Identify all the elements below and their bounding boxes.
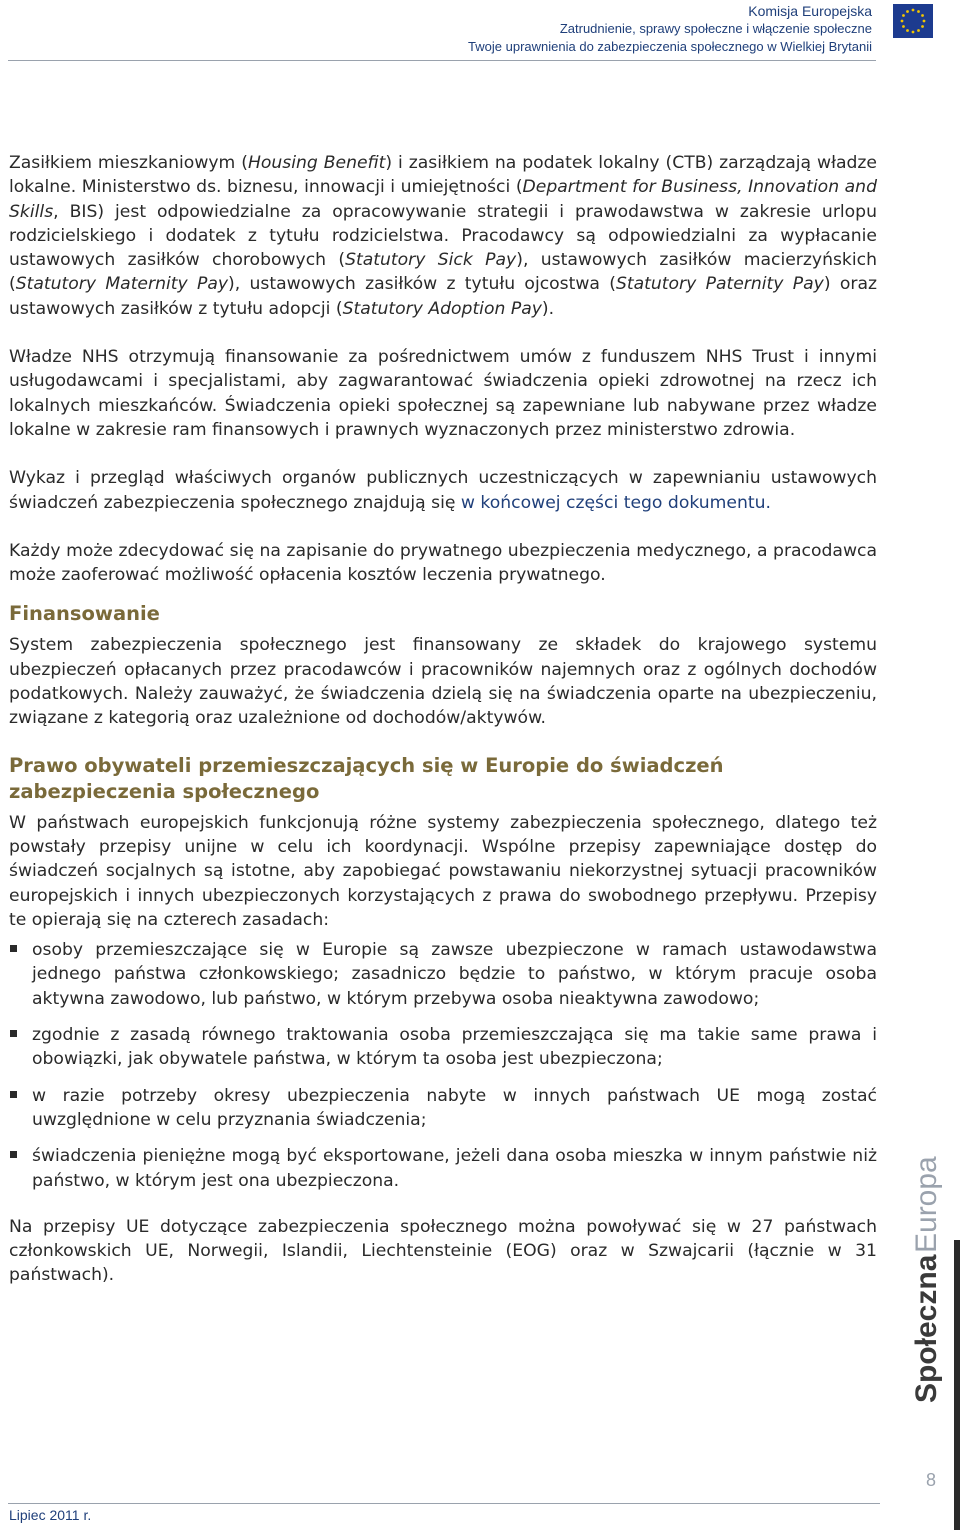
flag-star <box>923 20 926 23</box>
flag-star <box>912 31 915 34</box>
page-number: 8 <box>925 1470 936 1490</box>
header-document-title: Twoje uprawnienia do zabezpieczenia społecznego w Wielkiej Brytanii <box>468 39 872 54</box>
page-header <box>468 2 872 56</box>
bullet-icon <box>10 1091 17 1098</box>
header-organization: Komisja Europejska <box>748 3 872 19</box>
paragraph-coordination: W państwach europejskich funkcjonują różne systemy zabezpieczenia społecznego, dlatego też powstały przepisy unijne w celu ich koordynacji. Wspólne przepisy zapewniające dostęp do świadczeń socjalnych są istotne, aby zapobiegać powstawaniu niekorzystnej sytuacji pracowników europejskich i innych ubezpieczonych korzystających z prawa do swobodnego przepływu. Przepisy te opierają się na czterech zasadach: <box>9 812 877 930</box>
paragraph-financing: System zabezpieczenia społecznego jest finansowany ze składek do krajowego systemu ubezpieczeń opłacanych przez pracodawców i pracowników najemnych oraz z ogólnych dochodów podatkowych. Należy zauważyć, że świadczenia dzielą się na świadczenia oparte na ubezpieczeniu, związane z kategorią oraz uzależnione od dochodów/aktywów. <box>9 635 877 729</box>
flag-star <box>921 14 924 17</box>
bullet-icon <box>10 1151 17 1158</box>
eu-flag-icon <box>893 4 933 38</box>
header-divider <box>8 60 876 61</box>
flag-star <box>901 20 904 23</box>
header-directorate: Zatrudnienie, sprawy społeczne i włączenie społeczne <box>559 21 872 36</box>
flag-star <box>906 10 909 13</box>
flag-star <box>906 29 909 32</box>
list-item: zgodnie z zasadą równego traktowania osoba przemieszczająca się ma takie same prawa i obowiązki, jak obywatele państwa, w którym ta osoba jest ubezpieczona; <box>9 1023 877 1072</box>
flag-star <box>912 9 915 12</box>
paragraph-overview: Wykaz i przegląd właściwych organów publicznych uczestniczących w zapewnianiu ustawowych świadczeń zabezpieczenia społecznego znajdują się w końcowej części tego dokumentu. <box>9 468 877 513</box>
footer-divider <box>8 1503 880 1504</box>
paragraph-scope: Na przepisy UE dotyczące zabezpieczenia społecznego można powoływać się w 27 państwach członkowskich UE, Norwegii, Islandii, Liechtensteinie (EOG) oraz w Szwajcarii (łącznie w 31 państwach). <box>9 1216 877 1286</box>
flag-star <box>917 29 920 32</box>
spoleczna-europa-logo <box>910 1120 946 1405</box>
heading-eu-rights: Prawo obywateli przemieszczających się w Europie do świadczeń zabezpieczenia społecznego <box>9 753 724 803</box>
list-item: osoby przemieszczające się w Europie są zawsze ubezpieczone w ramach ustawodawstwa jednego państwa członkowskiego; zasadniczo będzie to państwo, w którym pracuje osoba aktywna zawodowo, lub państwo, w którym przebywa osoba nieaktywna zawodowo; <box>9 938 877 1011</box>
svg-text:Społeczna: Społeczna <box>910 1254 943 1403</box>
paragraph-private-insurance: Każdy może zdecydować się na zapisanie do prywatnego ubezpieczenia medycznego, a pracodawca może zaoferować możliwość opłacenia kosztów leczenia prywatnego. <box>9 540 877 586</box>
bullet-icon <box>10 1030 17 1037</box>
svg-text:Europa: Europa <box>910 1156 943 1253</box>
principles-list <box>9 938 877 1193</box>
footer-date: Lipiec 2011 r. <box>9 1507 92 1523</box>
list-item: w razie potrzeby okresy ubezpieczenia nabyte w innych państwach UE mogą zostać uwzględnione w celu przyznania świadczenia; <box>9 1084 877 1133</box>
paragraph-competent-authorities: Zasiłkiem mieszkaniowym (Housing Benefit) i zasiłkiem na podatek lokalny (CTB) zarządzają władze lokalne. Ministerstwo ds. biznesu, innowacji i umiejętności (Department for Business, Innovation and Skills, BIS) jest odpowiedzialne za opracowywanie strategii i prawodawstwa w zakresie urlopu rodzicielskiego i dodatek z tytułu rodzicielstwa. Pracodawcy są odpowiedzialni za wypłacanie ustawowych zasiłków chorobowych (Statutory Sick Pay), ustawowych zasiłków macierzyńskich (Statutory Maternity Pay), ustawowych zasiłków z tytułu ojcostwa (Statutory Paternity Pay) oraz ustawowych zasiłków z tytułu adopcji (Statutory Adoption Pay). <box>9 153 877 319</box>
flag-star <box>902 14 905 17</box>
flag-star <box>902 25 905 28</box>
end-of-document-link[interactable]: w końcowej części tego dokumentu. <box>460 492 771 513</box>
main-content <box>9 151 877 1312</box>
bullet-icon <box>10 945 17 952</box>
side-accent-bar <box>954 1240 960 1530</box>
paragraph-nhs: Władze NHS otrzymują finansowanie za pośrednictwem umów z funduszem NHS Trust i innymi usługodawcami i specjalistami, aby zagwarantować świadczenia opieki zdrowotnej na rzecz ich lokalnych mieszkańców. Świadczenia opieki społecznej są zapewniane lub nabywane przez władze lokalne w zakresie ram finansowych i prawnych wyznaczonych przez ministerstwo zdrowia. <box>9 347 877 440</box>
flag-star <box>917 10 920 13</box>
heading-financing: Finansowanie <box>9 602 160 626</box>
flag-star <box>921 25 924 28</box>
list-item: świadczenia pieniężne mogą być eksportowane, jeżeli dana osoba mieszka w innym państwie niż państwo, w którym jest ona ubezpieczona. <box>9 1144 877 1193</box>
